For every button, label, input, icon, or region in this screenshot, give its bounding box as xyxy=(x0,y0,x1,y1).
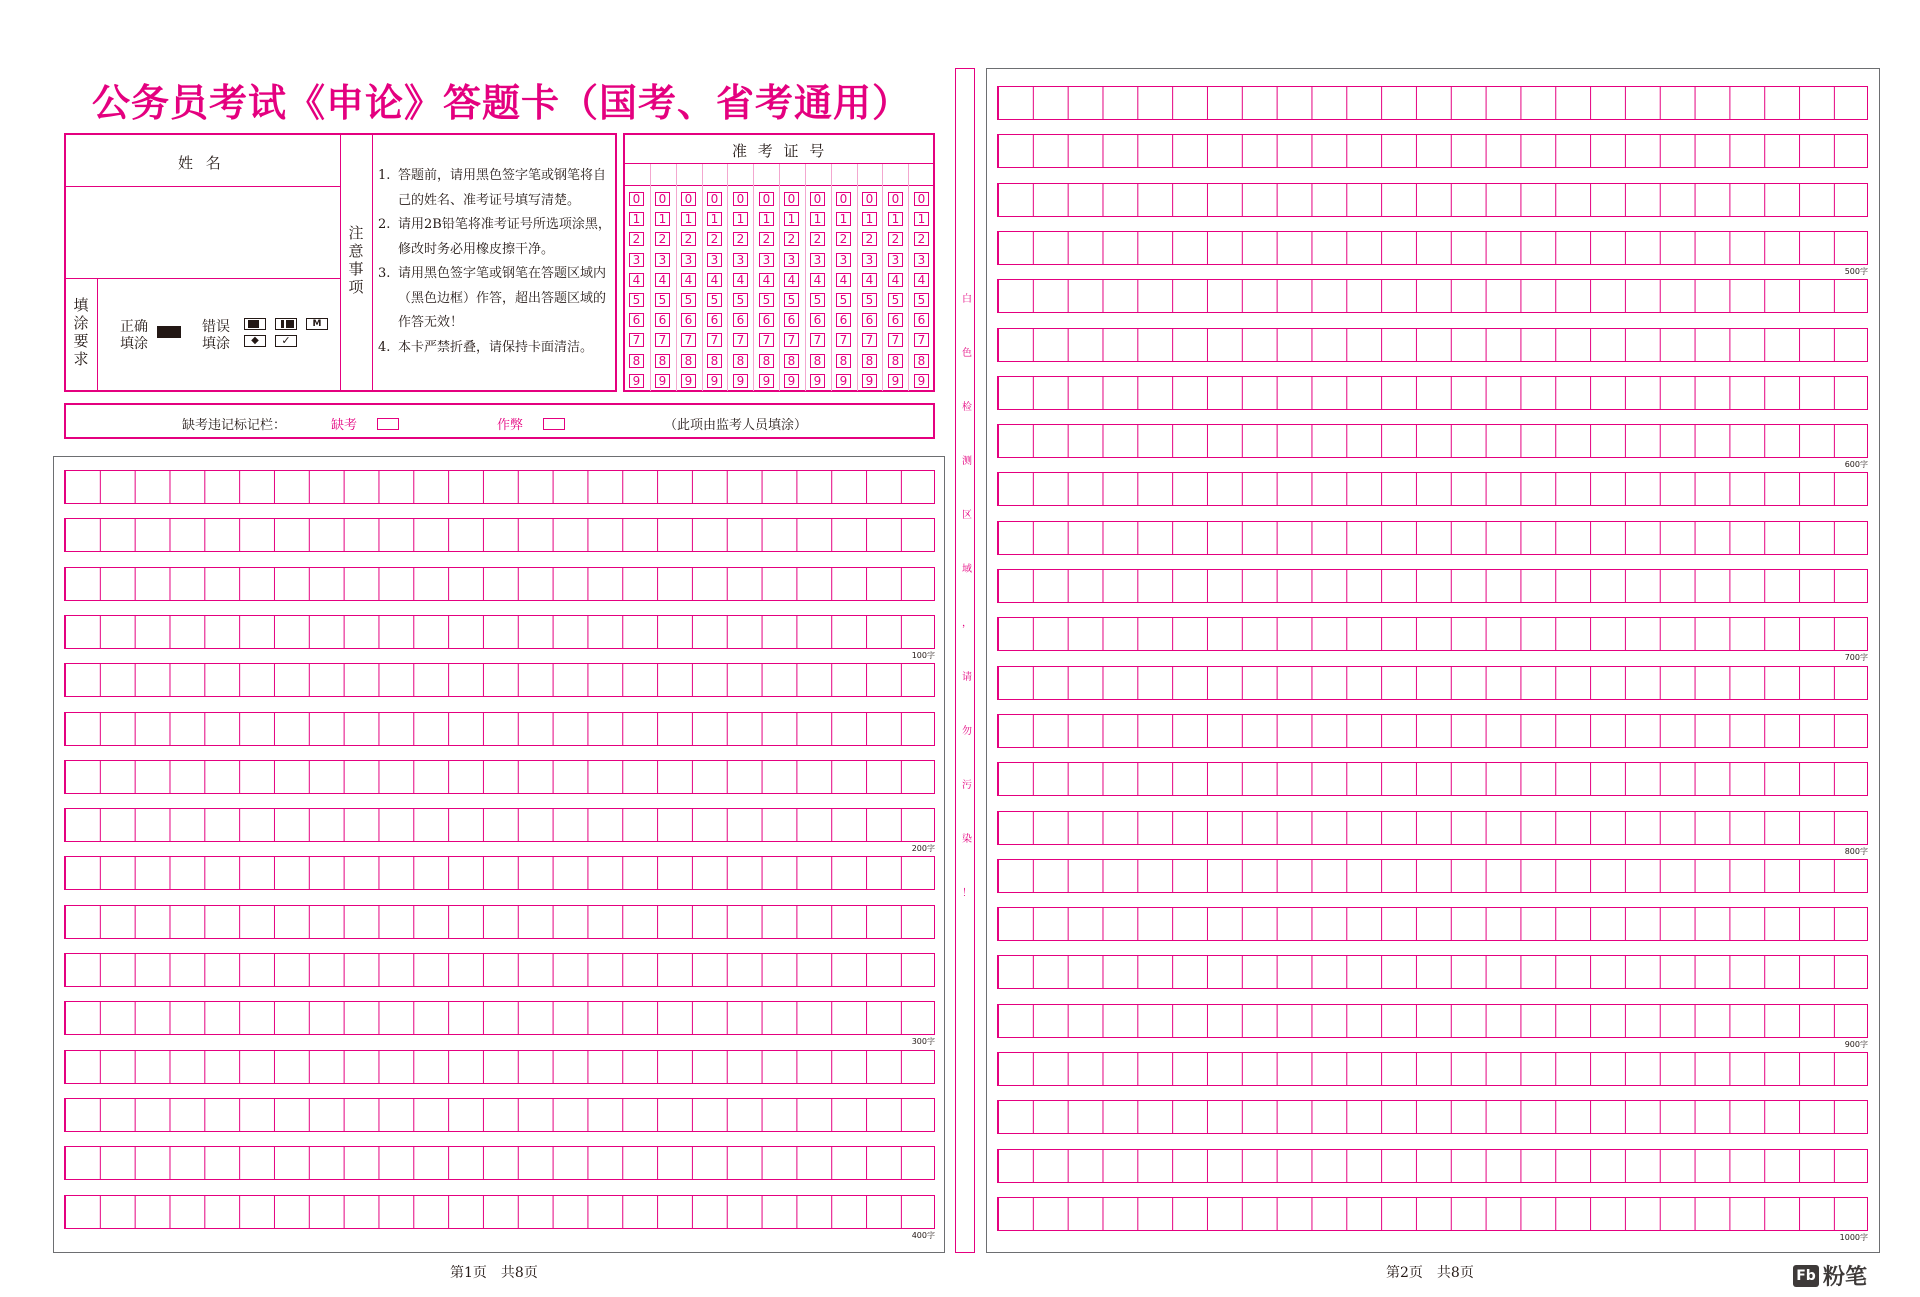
absent-label: 缺考 xyxy=(331,418,358,433)
exam-id-bubble[interactable]: 1 xyxy=(784,212,799,226)
exam-id-bubble[interactable]: 0 xyxy=(810,192,825,206)
exam-id-bubble[interactable]: 5 xyxy=(733,293,748,307)
exam-id-bubble[interactable]: 9 xyxy=(888,374,903,388)
exam-id-bubble[interactable]: 2 xyxy=(655,232,670,246)
exam-id-bubble[interactable]: 6 xyxy=(862,313,877,327)
answer-grid-row[interactable] xyxy=(997,376,1868,410)
exam-id-bubble[interactable]: 8 xyxy=(914,354,929,368)
answer-grid-row[interactable] xyxy=(997,714,1868,748)
exam-id-bubble[interactable]: 6 xyxy=(707,313,722,327)
exam-id-bubble[interactable]: 6 xyxy=(629,313,644,327)
exam-id-bubble[interactable]: 1 xyxy=(810,212,825,226)
correct-fill-sample xyxy=(157,326,181,338)
exam-id-bubble[interactable]: 9 xyxy=(629,374,644,388)
exam-id-bubble[interactable]: 7 xyxy=(914,333,929,347)
exam-id-write-cell[interactable] xyxy=(651,164,675,184)
exam-id-bubble[interactable]: 0 xyxy=(784,192,799,206)
wrong-fill-sample-diamond: ◆ xyxy=(244,335,266,347)
answer-grid-row[interactable] xyxy=(64,856,935,890)
exam-id-bubble[interactable]: 7 xyxy=(629,333,644,347)
exam-id-bubble[interactable]: 8 xyxy=(759,354,774,368)
exam-id-bubble[interactable]: 1 xyxy=(862,212,877,226)
exam-id-write-cell[interactable] xyxy=(883,164,907,184)
exam-id-column-divider xyxy=(650,164,651,391)
exam-id-bubble[interactable]: 9 xyxy=(707,374,722,388)
exam-id-write-cell[interactable] xyxy=(780,164,804,184)
exam-id-bubble[interactable]: 6 xyxy=(759,313,774,327)
exam-id-bubble[interactable]: 1 xyxy=(681,212,696,226)
name-label: 姓 名 xyxy=(178,154,225,172)
page-footer-1: 第1页 共8页 xyxy=(450,1265,538,1281)
divider xyxy=(65,186,340,187)
notice-item: 2. 请用2B铅笔将准考证号所选项涂黑，修改时务必用橡皮擦干净。 xyxy=(378,217,611,257)
answer-grid-row[interactable] xyxy=(997,328,1868,362)
exam-id-bubble[interactable]: 5 xyxy=(836,293,851,307)
exam-id-bubble[interactable]: 8 xyxy=(629,354,644,368)
exam-id-bubble[interactable]: 4 xyxy=(681,273,696,287)
exam-id-bubble[interactable]: 7 xyxy=(759,333,774,347)
exam-id-bubble[interactable]: 5 xyxy=(888,293,903,307)
wrong-fill-sample-2 xyxy=(275,318,297,330)
word-count-marker: 300字 xyxy=(911,1037,935,1047)
answer-grid-row[interactable] xyxy=(997,955,1868,989)
exam-id-bubble[interactable]: 7 xyxy=(810,333,825,347)
answer-grid-row[interactable] xyxy=(64,470,935,504)
detection-strip-char: 勿 xyxy=(962,726,972,737)
exam-id-bubble[interactable]: 9 xyxy=(655,374,670,388)
cheat-label: 作弊 xyxy=(497,418,524,433)
exam-id-bubble[interactable]: 9 xyxy=(784,374,799,388)
exam-id-write-cell[interactable] xyxy=(625,164,649,184)
answer-grid-row[interactable] xyxy=(64,1195,935,1229)
answer-grid-row[interactable] xyxy=(997,859,1868,893)
answer-grid-row[interactable] xyxy=(997,617,1868,651)
exam-id-bubble[interactable]: 9 xyxy=(862,374,877,388)
exam-id-bubble[interactable]: 7 xyxy=(862,333,877,347)
answer-grid-row[interactable] xyxy=(997,1149,1868,1183)
exam-id-column-divider xyxy=(702,164,703,391)
exam-id-column-divider xyxy=(753,164,754,391)
detection-strip-char: 污 xyxy=(962,780,972,791)
exam-id-bubble[interactable]: 8 xyxy=(810,354,825,368)
exam-id-bubble[interactable]: 2 xyxy=(733,232,748,246)
exam-id-bubble[interactable]: 0 xyxy=(707,192,722,206)
exam-id-bubble[interactable]: 6 xyxy=(836,313,851,327)
notice-item: 1. 答题前，请用黑色签字笔或钢笔将自己的姓名、准考证号填写清楚。 xyxy=(378,168,607,208)
exam-id-bubble[interactable]: 2 xyxy=(862,232,877,246)
word-count-marker: 500字 xyxy=(1844,266,1868,276)
exam-id-bubble[interactable]: 8 xyxy=(655,354,670,368)
exam-id-bubble[interactable]: 3 xyxy=(681,253,696,267)
exam-id-bubble[interactable]: 3 xyxy=(629,253,644,267)
exam-id-column-divider xyxy=(727,164,728,391)
exam-id-bubble[interactable]: 0 xyxy=(733,192,748,206)
answer-grid-row[interactable] xyxy=(64,615,935,649)
detection-strip-char: 测 xyxy=(962,456,972,467)
correct-fill-label: 正确 xyxy=(120,319,148,335)
wrong-fill-label: 错误 xyxy=(202,319,230,335)
detection-strip-char: 检 xyxy=(962,402,972,413)
exam-id-bubble[interactable]: 9 xyxy=(836,374,851,388)
exam-id-bubble[interactable]: 8 xyxy=(707,354,722,368)
exam-id-bubble[interactable]: 9 xyxy=(759,374,774,388)
exam-id-bubble[interactable]: 6 xyxy=(681,313,696,327)
exam-id-bubble[interactable]: 3 xyxy=(914,253,929,267)
exam-id-bubble[interactable]: 5 xyxy=(784,293,799,307)
exam-id-bubble[interactable]: 0 xyxy=(655,192,670,206)
exam-id-bubble[interactable]: 8 xyxy=(862,354,877,368)
answer-grid-row[interactable] xyxy=(997,134,1868,168)
detection-strip-char: 域 xyxy=(962,564,972,575)
exam-id-bubble[interactable]: 8 xyxy=(733,354,748,368)
exam-id-bubble[interactable]: 4 xyxy=(629,273,644,287)
exam-id-bubble[interactable]: 2 xyxy=(707,232,722,246)
exam-id-bubble[interactable]: 4 xyxy=(655,273,670,287)
exam-id-bubble[interactable]: 1 xyxy=(733,212,748,226)
answer-grid-row[interactable] xyxy=(997,424,1868,458)
wrong-fill-label-2: 填涂 xyxy=(202,336,230,352)
exam-id-bubble[interactable]: 1 xyxy=(759,212,774,226)
detection-strip xyxy=(955,68,975,1253)
exam-id-bubble[interactable]: 5 xyxy=(681,293,696,307)
exam-id-column-divider xyxy=(857,164,858,391)
answer-grid-row[interactable] xyxy=(64,1098,935,1132)
page-title: 公务员考试《申论》答题卡（国考、省考通用） xyxy=(92,81,912,125)
exam-id-bubble[interactable]: 2 xyxy=(914,232,929,246)
answer-grid-row[interactable] xyxy=(997,279,1868,313)
exam-id-bubble[interactable]: 3 xyxy=(733,253,748,267)
answer-grid-row[interactable] xyxy=(64,567,935,601)
answer-grid-row[interactable] xyxy=(997,811,1868,845)
fill-requirements-vertical-label: 填 涂 要 求 xyxy=(73,296,89,368)
wrong-fill-sample-check: ✓ xyxy=(275,335,297,347)
exam-id-bubble[interactable]: 4 xyxy=(914,273,929,287)
word-count-marker: 600字 xyxy=(1844,460,1868,470)
answer-grid-row[interactable] xyxy=(64,760,935,794)
exam-id-write-cell[interactable] xyxy=(858,164,882,184)
answer-grid-row[interactable] xyxy=(997,762,1868,796)
exam-id-bubble[interactable]: 2 xyxy=(784,232,799,246)
page-footer-2: 第2页 共8页 xyxy=(1386,1265,1474,1281)
answer-grid-row[interactable] xyxy=(64,663,935,697)
exam-id-bubble[interactable]: 5 xyxy=(629,293,644,307)
exam-id-bubble[interactable]: 5 xyxy=(810,293,825,307)
exam-id-bubble[interactable]: 6 xyxy=(784,313,799,327)
divider xyxy=(340,134,341,391)
answer-grid-row[interactable] xyxy=(997,231,1868,265)
notice-vertical-label: 注 意 事 项 xyxy=(348,224,364,296)
answer-grid-row[interactable] xyxy=(64,1146,935,1180)
answer-grid-row[interactable] xyxy=(997,1004,1868,1038)
answer-grid-row[interactable] xyxy=(64,518,935,552)
exam-id-bubble[interactable]: 4 xyxy=(836,273,851,287)
detection-strip-char: 区 xyxy=(962,510,972,521)
exam-id-bubble[interactable]: 3 xyxy=(759,253,774,267)
divider xyxy=(372,134,373,391)
detection-strip-char: 染 xyxy=(962,834,972,845)
answer-grid-row[interactable] xyxy=(997,666,1868,700)
exam-id-bubble[interactable]: 8 xyxy=(888,354,903,368)
detection-strip-char: ！ xyxy=(962,888,972,899)
word-count-marker: 800字 xyxy=(1844,846,1868,856)
exam-id-column-divider xyxy=(676,164,677,391)
exam-id-bubble[interactable]: 1 xyxy=(888,212,903,226)
exam-id-bubble[interactable]: 5 xyxy=(655,293,670,307)
exam-id-bubble[interactable]: 6 xyxy=(810,313,825,327)
exam-id-bubble[interactable]: 9 xyxy=(733,374,748,388)
exam-id-bubble[interactable]: 2 xyxy=(810,232,825,246)
answer-grid-row[interactable] xyxy=(64,1001,935,1035)
exam-id-bubble[interactable]: 9 xyxy=(681,374,696,388)
exam-id-bubble[interactable]: 4 xyxy=(707,273,722,287)
exam-id-column-divider xyxy=(908,164,909,391)
exam-id-bubble[interactable]: 6 xyxy=(914,313,929,327)
exam-id-bubble[interactable]: 0 xyxy=(681,192,696,206)
answer-grid-row[interactable] xyxy=(997,1052,1868,1086)
exam-id-bubble[interactable]: 2 xyxy=(629,232,644,246)
exam-id-column-divider xyxy=(882,164,883,391)
exam-id-bubble[interactable]: 3 xyxy=(655,253,670,267)
word-count-marker: 900字 xyxy=(1844,1039,1868,1049)
answer-grid-row[interactable] xyxy=(997,1100,1868,1134)
notice-item: 3. 请用黑色签字笔或钢笔在答题区域内（黑色边框）作答，超出答题区域的作答无效！ xyxy=(378,266,607,330)
exam-id-bubble[interactable]: 4 xyxy=(759,273,774,287)
answer-grid-row[interactable] xyxy=(64,1050,935,1084)
notice-list xyxy=(378,164,618,360)
wrong-fill-sample-m: M xyxy=(306,318,328,330)
brand-name: 粉笔 xyxy=(1823,1265,1868,1290)
exam-id-column-divider xyxy=(831,164,832,391)
word-count-marker: 400字 xyxy=(911,1230,935,1240)
exam-id-bubble[interactable]: 6 xyxy=(888,313,903,327)
answer-grid-row[interactable] xyxy=(997,472,1868,506)
exam-id-bubble[interactable]: 4 xyxy=(862,273,877,287)
word-count-marker: 100字 xyxy=(911,650,935,660)
answer-grid-row[interactable] xyxy=(64,905,935,939)
exam-id-write-cell[interactable] xyxy=(703,164,727,184)
exam-id-bubble[interactable]: 5 xyxy=(914,293,929,307)
detection-strip-char: 白 xyxy=(962,294,972,305)
answer-grid-row[interactable] xyxy=(64,953,935,987)
exam-id-bubble[interactable]: 0 xyxy=(862,192,877,206)
exam-id-write-cell[interactable] xyxy=(909,164,933,184)
proctor-note: （此项由监考人员填涂） xyxy=(664,418,808,433)
exam-id-bubble[interactable]: 4 xyxy=(888,273,903,287)
exam-id-bubble[interactable]: 1 xyxy=(629,212,644,226)
exam-id-bubble[interactable]: 0 xyxy=(914,192,929,206)
answer-grid-row[interactable] xyxy=(997,907,1868,941)
exam-id-bubble[interactable]: 6 xyxy=(655,313,670,327)
exam-id-write-cell[interactable] xyxy=(806,164,830,184)
exam-id-bubble[interactable]: 3 xyxy=(888,253,903,267)
word-count-marker: 700字 xyxy=(1844,653,1868,663)
brand-logo-icon: Fb xyxy=(1793,1265,1819,1287)
exam-id-bubble[interactable]: 0 xyxy=(759,192,774,206)
exam-id-bubble[interactable]: 3 xyxy=(707,253,722,267)
detection-strip-char: ， xyxy=(962,618,972,629)
exam-id-bubble[interactable]: 7 xyxy=(733,333,748,347)
exam-id-bubble[interactable]: 3 xyxy=(862,253,877,267)
exam-id-write-cell[interactable] xyxy=(677,164,701,184)
cheat-checkbox[interactable] xyxy=(543,418,565,430)
exam-id-bubble[interactable]: 8 xyxy=(836,354,851,368)
detection-strip-char: 请 xyxy=(962,672,972,683)
exam-id-bubble[interactable]: 4 xyxy=(810,273,825,287)
exam-id-bubble[interactable]: 8 xyxy=(784,354,799,368)
exam-id-bubble[interactable]: 1 xyxy=(707,212,722,226)
exam-id-column-divider xyxy=(805,164,806,391)
answer-grid-row[interactable] xyxy=(997,183,1868,217)
exam-id-bubble[interactable]: 2 xyxy=(836,232,851,246)
exam-id-bubble[interactable]: 0 xyxy=(836,192,851,206)
exam-id-bubble[interactable]: 7 xyxy=(784,333,799,347)
detection-strip-char: 色 xyxy=(962,348,972,359)
word-count-marker: 200字 xyxy=(911,844,935,854)
exam-id-write-cell[interactable] xyxy=(754,164,778,184)
word-count-marker: 1000字 xyxy=(1839,1232,1868,1242)
exam-id-bubble[interactable]: 2 xyxy=(759,232,774,246)
answer-grid-row[interactable] xyxy=(64,808,935,842)
name-write-area[interactable] xyxy=(66,188,339,277)
exam-id-bubble[interactable]: 7 xyxy=(888,333,903,347)
exam-id-write-cell[interactable] xyxy=(728,164,752,184)
exam-id-bubble[interactable]: 0 xyxy=(629,192,644,206)
exam-id-bubble[interactable]: 4 xyxy=(733,273,748,287)
exam-id-column-divider xyxy=(779,164,780,391)
exam-id-bubble[interactable]: 7 xyxy=(707,333,722,347)
exam-id-bubble[interactable]: 5 xyxy=(707,293,722,307)
exam-id-bubble[interactable]: 9 xyxy=(914,374,929,388)
divider xyxy=(97,278,98,391)
exam-id-bubble[interactable]: 7 xyxy=(655,333,670,347)
answer-grid-row[interactable] xyxy=(997,86,1868,120)
correct-fill-label-2: 填涂 xyxy=(120,336,148,352)
exam-id-bubble[interactable]: 8 xyxy=(681,354,696,368)
absent-checkbox[interactable] xyxy=(377,418,399,430)
exam-id-bubble[interactable]: 1 xyxy=(914,212,929,226)
notice-item: 4. 本卡严禁折叠，请保持卡面清洁。 xyxy=(378,339,594,355)
exam-id-bubble[interactable]: 1 xyxy=(655,212,670,226)
brand-logo xyxy=(1793,1260,1867,1291)
exam-id-bubble[interactable]: 5 xyxy=(759,293,774,307)
wrong-fill-sample-1 xyxy=(244,318,266,330)
exam-id-bubble[interactable]: 6 xyxy=(733,313,748,327)
answer-grid-row[interactable] xyxy=(997,1197,1868,1231)
answer-grid-row[interactable] xyxy=(64,712,935,746)
exam-id-bubble[interactable]: 3 xyxy=(810,253,825,267)
violation-label: 缺考违记标记栏： xyxy=(182,418,287,433)
exam-id-bubble[interactable]: 5 xyxy=(862,293,877,307)
exam-id-bubble[interactable]: 2 xyxy=(681,232,696,246)
answer-grid-row[interactable] xyxy=(997,521,1868,555)
exam-id-bubble[interactable]: 7 xyxy=(681,333,696,347)
exam-id-bubble[interactable]: 3 xyxy=(784,253,799,267)
exam-id-bubble[interactable]: 1 xyxy=(836,212,851,226)
exam-id-bubble[interactable]: 3 xyxy=(836,253,851,267)
answer-grid-row[interactable] xyxy=(997,569,1868,603)
exam-id-bubble[interactable]: 2 xyxy=(888,232,903,246)
exam-id-write-cell[interactable] xyxy=(832,164,856,184)
exam-id-bubble[interactable]: 7 xyxy=(836,333,851,347)
exam-id-label: 准 考 证 号 xyxy=(732,142,828,160)
divider xyxy=(65,278,340,279)
exam-id-bubble[interactable]: 4 xyxy=(784,273,799,287)
exam-id-bubble[interactable]: 0 xyxy=(888,192,903,206)
exam-id-bubble[interactable]: 9 xyxy=(810,374,825,388)
